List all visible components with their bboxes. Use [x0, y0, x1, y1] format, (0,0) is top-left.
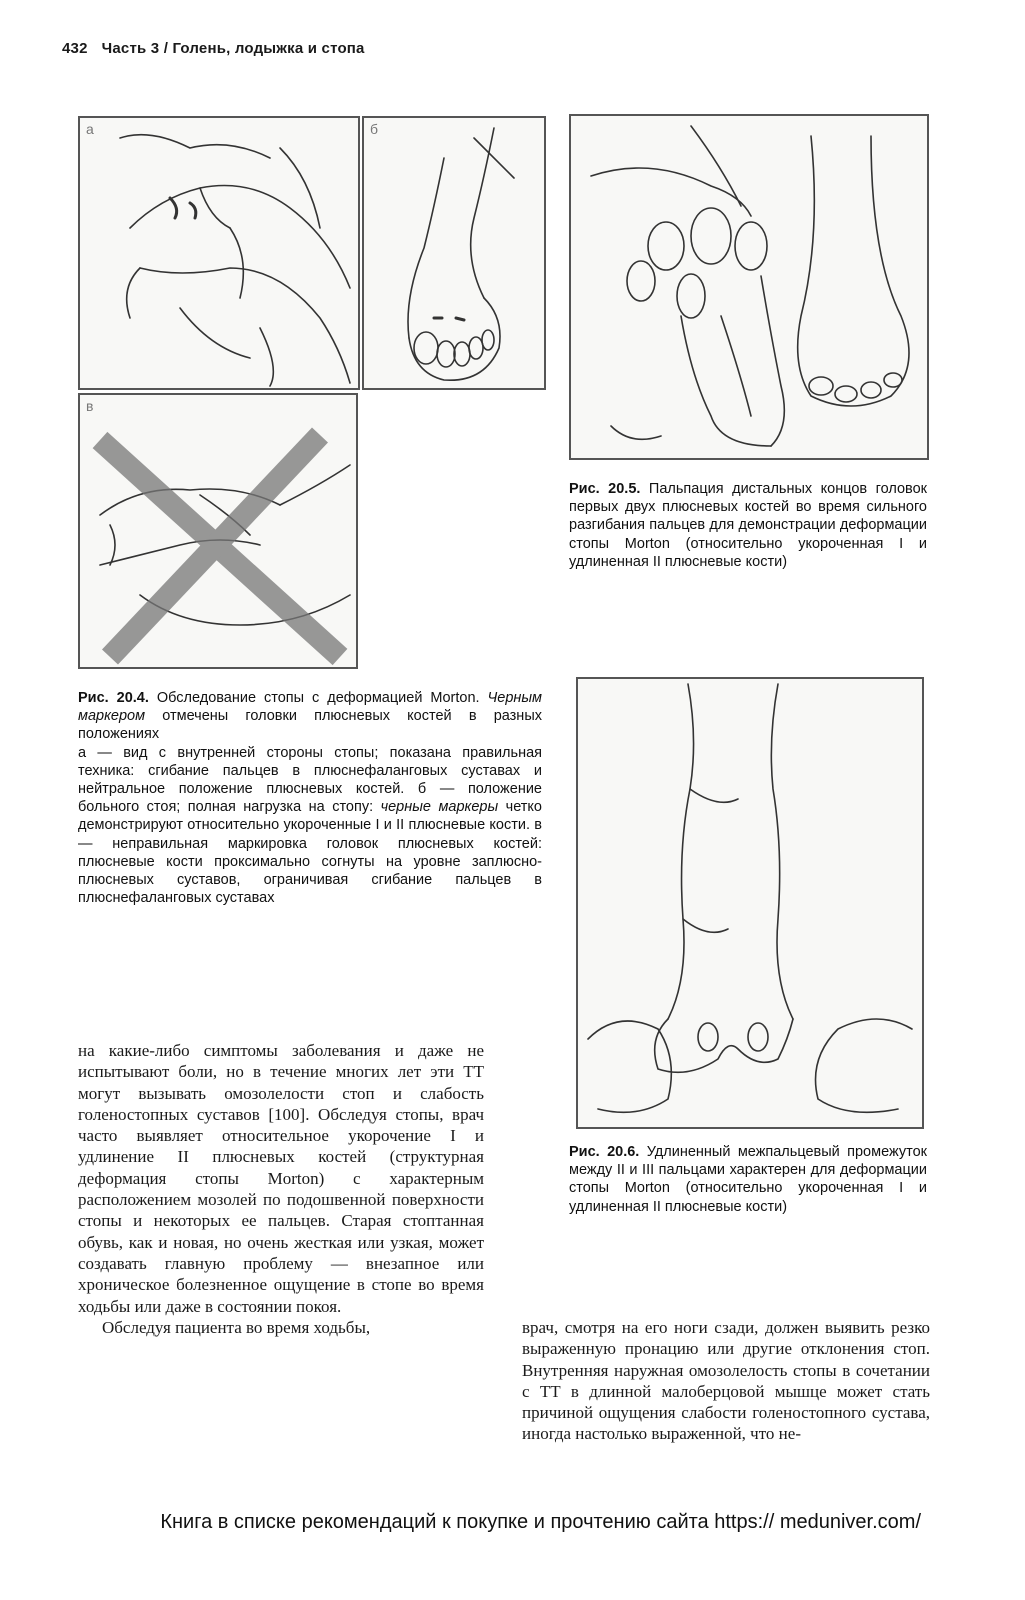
caption-title-part-1: Обследование стопы с деформацией Morton.: [148, 690, 488, 706]
panel-letter-v: в: [86, 398, 94, 414]
figure-20-4-panel-a: [78, 116, 360, 390]
figure-20-4-panel-v: [78, 393, 358, 669]
body-paragraph: врач, смотря на его ноги сзади, должен выявить резко выраженную пронацию или другие отклонения стоп. Внутренняя наружная омозолелость стопы в сочетании с ТТ в длинной малоберцовой мышце может стать причиной ощущения слабости голеностопного сустава, иногда настолько выраженной, что не-: [522, 1318, 930, 1444]
figure-20-5-caption: [569, 480, 927, 571]
caption-text: Пальпация дистальных концов головок первых двух плюсневых костей во время сильного разгибания пальцев для демонстрации деформации стопы Morton (относительно укороченная I и удлиненная II плюсневые кости): [569, 481, 927, 570]
foot-drawing-v: [80, 395, 356, 667]
caption-body-part-1: а — вид с внутренней стороны стопы; показана правильная техника: сгибание пальцев в плюснефаланговых суставах и нейтральное положение плюсневых костей. б — положение больного стоя; полная нагрузка на стопу:: [78, 744, 542, 816]
figure-20-5: [569, 114, 929, 460]
foot-drawing-a: [80, 118, 358, 388]
caption-text: Удлиненный межпальцевый промежуток между II и III пальцами характерен для деформации стопы Morton (относительно укороченная I и удлиненная II плюсневые кости): [569, 1144, 927, 1215]
caption-label: Рис. 20.6.: [569, 1144, 640, 1160]
figure-20-4-caption: [78, 689, 542, 907]
body-right-column: [522, 1317, 930, 1445]
body-paragraph: на какие-либо симптомы заболевания и даже не испытывают боли, но в течение многих лет эти ТТ могут вызывать омозолелости стоп и слабость голеностопных суставов [100]. Обследуя стопы, врач часто выявляет относительное укорочение I и удлинение II плюсневых костей (структурная деформация стопы Morton) с характерным расположением мозолей по подошвенной поверхности стопы и некоторых ее пальцев. Старая стоптанная обувь, как и новая, но очень жесткая или узкая, может создавать главную проблему — внезапное или хроническое болезненное ощущение в стопе во время ходьбы или даже в состоянии покоя.: [78, 1041, 484, 1316]
caption-label: Рис. 20.4.: [78, 690, 149, 706]
caption-title-part-2: отмечены головки плюсневых костей в разных положениях: [78, 708, 542, 743]
figure-20-6-caption: [569, 1143, 927, 1216]
caption-body-part-2: четко демонстрируют относительно укороченные I и II плюсневые кости. в — неправильная маркировка головок плюсневых костей: плюсневые кости проксимально согнуты на уровне заплюсно-плюсневых суставов, ограничивая сгибание пальцев в плюснефаланговых суставах: [78, 799, 542, 907]
panel-letter-a: а: [86, 121, 94, 137]
footer-note: Книга в списке рекомендаций к покупке и прочтению сайта https:// meduniver.com/: [160, 1511, 921, 1533]
figure-20-6: [576, 677, 924, 1129]
running-title: Часть 3 / Голень, лодыжка и стопа: [101, 40, 365, 57]
caption-title-italic: Черным маркером: [78, 690, 542, 725]
body-paragraph: Обследуя пациента во время ходьбы,: [102, 1317, 371, 1337]
foot-drawing-b: [364, 118, 544, 388]
caption-body-italic: черные маркеры: [380, 799, 499, 816]
body-left-column: [78, 1040, 484, 1338]
running-head: [62, 40, 365, 57]
figure-20-4-panel-b: [362, 116, 546, 390]
caption-label: Рис. 20.5.: [569, 481, 641, 497]
page-number: 432: [62, 40, 88, 57]
panel-letter-b: б: [370, 121, 379, 137]
foot-drawing-20-6: [578, 679, 922, 1127]
foot-drawing-20-5: [571, 116, 927, 458]
